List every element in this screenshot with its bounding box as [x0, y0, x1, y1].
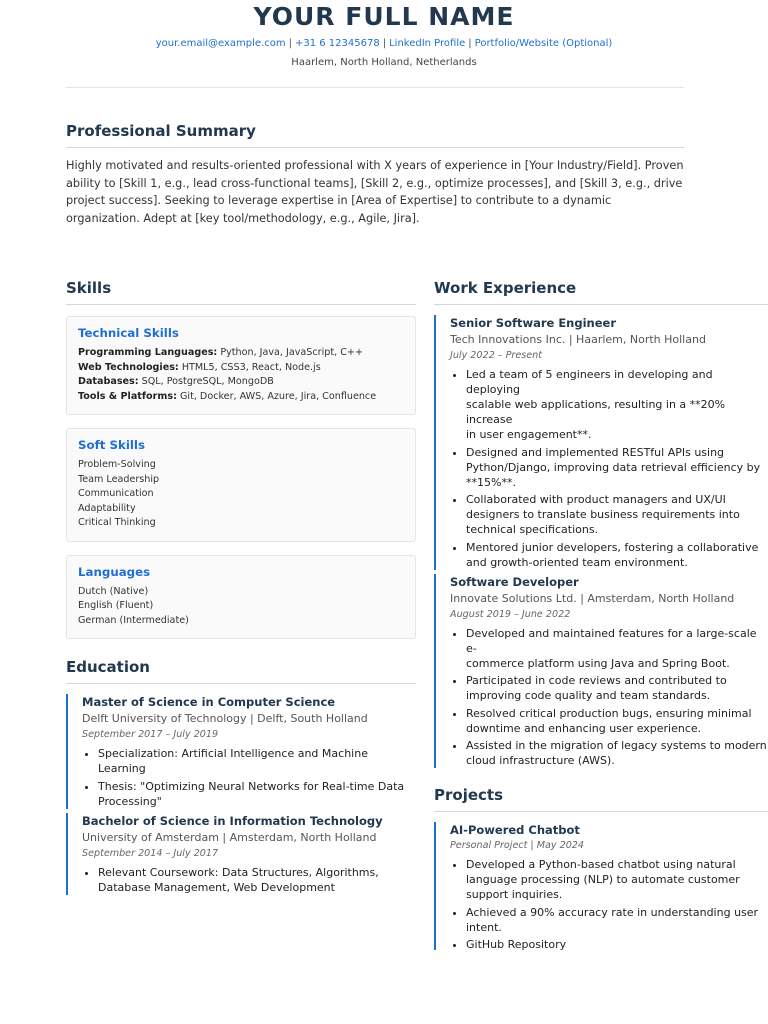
skill-value: Git, Docker, AWS, Azure, Jira, Confluence	[176, 390, 377, 402]
skill-value: Python, Java, JavaScript, C++	[217, 347, 363, 358]
right-column	[434, 279, 768, 950]
bullet-item: • Relevant Coursework: Data Structures, Algorithms, Database Management, Web Development	[98, 865, 416, 895]
card-title: Languages	[78, 564, 151, 579]
dates: July 2022 – Present	[450, 350, 542, 361]
section-title: Work Experience	[434, 279, 577, 297]
dates: August 2019 – June 2022	[450, 608, 571, 620]
skill-line	[78, 390, 404, 405]
location: Haarlem, North Holland, Netherlands	[291, 57, 477, 68]
bullet-item: • Specialization: Artificial Intelligence and Machine Learning	[98, 746, 416, 776]
github-repository-link[interactable]: • GitHub Repository	[466, 937, 768, 950]
skill-line	[78, 346, 404, 361]
school: University of Amsterdam | Amsterdam, North Holland	[82, 830, 377, 844]
bullet-item: • Resolved critical production bugs, ensuring minimal downtime and enhancing user experience.	[466, 706, 768, 736]
job-title: Senior Software Engineer	[450, 316, 617, 330]
bullet-item: • Developed and maintained features for a large-scale e- commerce platform using Java and Spring Boot.	[466, 626, 768, 671]
school: Delft University of Technology | Delft, South Holland	[82, 712, 368, 725]
company: Innovate Solutions Ltd. | Amsterdam, North Holland	[450, 591, 735, 605]
candidate-name: YOUR FULL NAME	[253, 2, 515, 31]
list-item: Team Leadership	[78, 473, 160, 485]
portfolio-link[interactable]: Portfolio/Website (Optional)	[474, 38, 613, 49]
bullet-list	[82, 865, 416, 895]
technical-skills-card	[66, 316, 416, 415]
bullet-list	[82, 746, 416, 809]
skill-line	[78, 361, 404, 376]
professional-summary-section	[66, 122, 684, 227]
bullet-item: • Mentored junior developers, fostering a collaborative and growth-oriented team environment.	[466, 540, 768, 570]
section-title: Projects	[434, 786, 504, 804]
section-title: Skills	[66, 279, 112, 297]
section-title: Professional Summary	[66, 122, 256, 140]
company: Tech Innovations Inc. | Haarlem, North Holland	[450, 333, 706, 346]
linkedin-link[interactable]: LinkedIn Profile	[389, 38, 466, 49]
bullet-item: • Led a team of 5 engineers in developing and deploying scalable web applications, resulting in a **20% increase in user engagement**.	[466, 367, 768, 442]
dates: September 2014 – July 2017	[82, 847, 219, 859]
bullet-item: • Thesis: "Optimizing Neural Networks for Real-time Data Processing"	[98, 779, 416, 809]
phone-link[interactable]: +31 6 12345678	[294, 38, 380, 49]
bullet-list	[450, 626, 768, 769]
bullet-item: • Collaborated with product managers and UX/UI designers to translate business requirements into technical specifications.	[466, 492, 768, 537]
languages-card	[66, 555, 416, 640]
card-title: Soft Skills	[78, 438, 145, 452]
list-item: Adaptability	[78, 502, 136, 514]
summary-text: Highly motivated and results-oriented professional with X years of experience in [Your Industry/Field]. Proven ability to [Skill 1, e.g., lead cross-functional teams], [Skill 2, e.g., optimize processes], and [Skill 3, e.g., drive project success]. Seeking to leverage expertise in [Area of Expertise] to contribute to a dynamic organization. Adept at [key tool/methodology, e.g., Agile, Jira].	[66, 159, 684, 225]
education-entry	[66, 813, 416, 895]
section-divider	[434, 811, 768, 812]
section-divider	[434, 304, 768, 305]
job-title: Software Developer	[450, 574, 579, 589]
skill-label: Web Technologies:	[78, 361, 179, 373]
list-item: Communication	[78, 488, 154, 499]
soft-skills-card	[66, 428, 416, 542]
skill-value: SQL, PostgreSQL, MongoDB	[138, 376, 274, 387]
list-item: Critical Thinking	[78, 517, 156, 528]
header-divider	[66, 87, 684, 88]
list-item: German (Intermediate)	[78, 614, 189, 626]
skill-line	[78, 375, 404, 390]
section-divider	[66, 683, 416, 684]
list-item: Problem-Solving	[78, 459, 156, 470]
degree-title: Master of Science in Computer Science	[82, 695, 336, 709]
separator: |	[288, 38, 292, 49]
list-item: English (Fluent)	[78, 600, 154, 611]
section-title: Education	[66, 658, 150, 676]
bullet-list	[450, 857, 768, 950]
list-item: Dutch (Native)	[78, 585, 149, 597]
card-title: Technical Skills	[78, 326, 179, 340]
project-name: AI-Powered Chatbot	[450, 823, 580, 837]
bullet-item: • Achieved a 90% accuracy rate in understanding user intent.	[466, 905, 768, 935]
section-divider	[66, 304, 416, 305]
experience-entry	[434, 574, 768, 769]
email-link[interactable]: your.email@example.com	[155, 38, 286, 49]
bullet-item: • Participated in code reviews and contributed to improving code quality and team standards.	[466, 673, 768, 703]
skill-label: Programming Languages:	[78, 347, 218, 358]
bullet-item: • Assisted in the migration of legacy systems to modern cloud infrastructure (AWS).	[466, 738, 768, 768]
left-column	[66, 279, 416, 897]
degree-title: Bachelor of Science in Information Technology	[82, 813, 383, 828]
separator: |	[382, 38, 387, 49]
skill-label: Tools & Platforms:	[78, 390, 177, 402]
bullet-item: • Designed and implemented RESTful APIs using Python/Django, improving data retrieval efficiency by **15%**.	[466, 445, 768, 490]
project-entry	[434, 822, 768, 950]
skill-value: HTML5, CSS3, React, Node.js	[178, 361, 321, 373]
project-meta: Personal Project | May 2024	[450, 840, 585, 851]
bullet-list	[450, 367, 768, 570]
bullet-item: • Developed a Python-based chatbot using natural language processing (NLP) to automate customer support inquiries.	[466, 857, 768, 902]
separator: |	[468, 38, 472, 49]
dates: September 2017 – July 2019	[82, 729, 219, 740]
section-divider	[66, 147, 684, 148]
skill-label: Databases:	[78, 376, 139, 387]
experience-entry	[434, 315, 768, 570]
contact-line	[0, 38, 768, 49]
education-entry	[66, 694, 416, 809]
